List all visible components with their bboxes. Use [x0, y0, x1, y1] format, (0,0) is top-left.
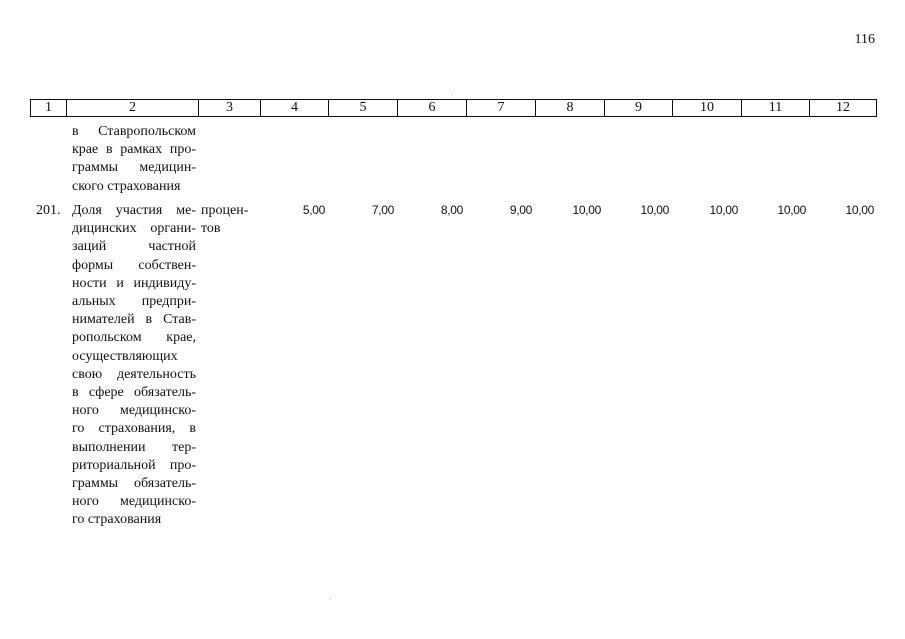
indicator-line: формы собствен- [72, 257, 196, 273]
continued-line: крае в рамках про- [72, 142, 196, 158]
scan-speck [452, 94, 453, 95]
indicator-line: ного медицинско- [72, 494, 196, 510]
column-header-5: 5 [329, 100, 398, 117]
column-header-10: 10 [673, 100, 742, 117]
continued-row-indicator [72, 123, 196, 196]
indicator-line: нимателей в Став- [72, 312, 196, 328]
row-201-indicator [72, 202, 196, 530]
row-201-value-col11: 10,00 [777, 203, 806, 217]
column-header-8: 8 [536, 100, 605, 117]
indicator-line: альных предпри- [72, 294, 196, 310]
column-header-1: 1 [31, 100, 67, 117]
indicator-line: ности и индивиду- [72, 275, 196, 291]
continued-line: ского страхования [72, 178, 181, 194]
continued-line: в Ставропольском [72, 124, 196, 139]
indicator-line: заций частной [72, 239, 196, 255]
column-header-11: 11 [742, 100, 810, 117]
scan-speck [330, 598, 331, 599]
column-header-6: 6 [398, 100, 467, 117]
indicator-line: ропольском крае, [72, 330, 196, 346]
indicator-line: свою деятельность [72, 366, 196, 382]
row-201-value-col7: 9,00 [509, 203, 532, 217]
unit-line: процен- [201, 203, 249, 218]
column-header-2: 2 [67, 100, 199, 117]
row-201-unit [201, 202, 261, 238]
column-header-9: 9 [605, 100, 673, 117]
column-header-3: 3 [199, 100, 261, 117]
indicator-line: Доля участия ме- [72, 203, 196, 218]
unit-line: тов [201, 221, 221, 237]
row-201-value-col10: 10,00 [709, 203, 738, 217]
indicator-line: выполнении тер- [72, 439, 196, 455]
row-201-value-col9: 10,00 [640, 203, 669, 217]
indicator-line: риториальной про- [72, 457, 196, 473]
row-201-number: 201. [36, 203, 61, 218]
continued-line: граммы медицин- [72, 160, 196, 176]
column-header-7: 7 [467, 100, 536, 117]
indicator-line: граммы обязатель- [72, 476, 196, 492]
indicator-line: дицинских органи- [72, 221, 196, 237]
indicator-line: го страхования [72, 512, 162, 528]
column-header-row [30, 99, 877, 117]
page-number: 116 [854, 32, 875, 47]
column-header-12: 12 [810, 100, 877, 117]
row-201-value-col5: 7,00 [371, 203, 394, 217]
row-201-value-col4: 5,00 [302, 203, 325, 217]
indicator-line: го страхования, в [72, 421, 196, 437]
row-201-value-col6: 8,00 [440, 203, 463, 217]
indicator-line: ного медицинско- [72, 403, 196, 419]
indicator-line: осуществляющих [72, 348, 178, 364]
row-201-value-col8: 10,00 [572, 203, 601, 217]
row-201-value-col12: 10,00 [845, 203, 874, 217]
column-header-4: 4 [261, 100, 329, 117]
indicator-line: в сфере обязатель- [72, 385, 196, 401]
